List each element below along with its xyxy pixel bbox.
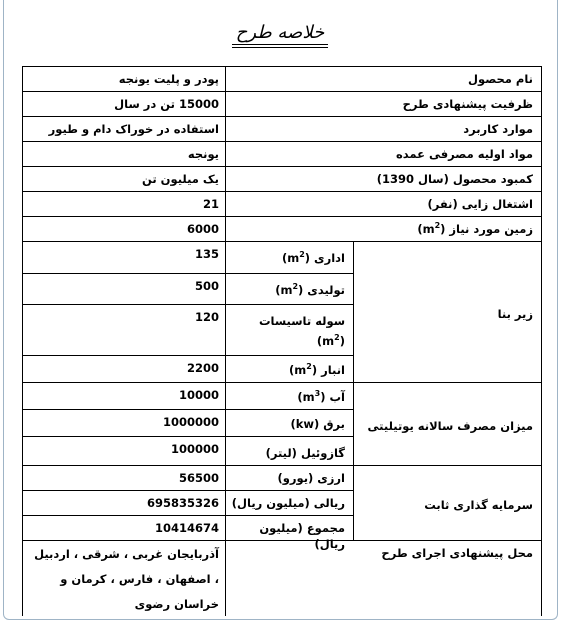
investment-label-rial: ریالی (میلیون ریال) xyxy=(225,490,354,516)
group-label-investment: سرمایه گذاری ثابت xyxy=(353,465,542,541)
title-underline xyxy=(232,44,328,45)
row-label-employment: اشتغال زایی (نفر) xyxy=(225,191,542,217)
row-value-raw-materials: یونجه xyxy=(22,141,226,167)
row-label-usage: موارد کاربرد xyxy=(225,116,542,142)
group-label-building: زیر بنا xyxy=(353,241,542,383)
row-value-shortage: یک میلیون تن xyxy=(22,166,226,192)
building-value-production: 500 xyxy=(22,273,226,305)
building-value-warehouse: 2200 xyxy=(22,355,226,383)
investment-value-total: 10414674 xyxy=(22,515,226,541)
title-underline xyxy=(232,47,328,48)
investment-label-foreign: ارزی (یورو) xyxy=(225,465,354,491)
building-label-warehouse: انبار $(m^2)$ xyxy=(225,355,354,383)
row-value-employment: 21 xyxy=(22,191,226,217)
row-value-product-name: پودر و پلیت یونجه xyxy=(22,66,226,92)
row-label-product-name: نام محصول xyxy=(225,66,542,92)
building-label-production: تولیدی $(m^2)$ xyxy=(225,273,354,305)
row-value-land: 6000 xyxy=(22,216,226,242)
investment-label-total: مجموع (میلیون ریال) xyxy=(225,515,354,541)
building-value-office: 135 xyxy=(22,241,226,274)
row-value-usage: استفاده در خوراک دام و طیور xyxy=(22,116,226,142)
row-label-shortage: کمبود محصول (سال 1390) xyxy=(225,166,542,192)
row-label-land: زمین مورد نیاز $(m^2)$ xyxy=(225,216,542,242)
group-label-utilities: میزان مصرف سالانه یوتیلیتی xyxy=(353,382,542,466)
utility-value-water: 10000 xyxy=(22,382,226,410)
investment-value-rial: 695835326 xyxy=(22,490,226,516)
utility-label-diesel: گازوئیل (لیتر) xyxy=(225,436,354,466)
utility-label-electricity: برق (kw) xyxy=(225,409,354,437)
row-label-capacity: ظرفیت پیشنهادی طرح xyxy=(225,91,542,117)
row-value-capacity: 15000 تن در سال xyxy=(22,91,226,117)
building-label-utility-hall: سوله تاسیسات $(m^2)$ xyxy=(225,304,354,356)
building-value-utility-hall: 120 xyxy=(22,304,226,356)
investment-value-foreign: 56500 xyxy=(22,465,226,491)
row-label-location: محل پیشنهادی اجرای طرح xyxy=(225,540,542,616)
utility-value-diesel: 100000 xyxy=(22,436,226,466)
row-value-location: آذربایجان غربی ، شرقی ، اردبیل ، اصفهان ، فارس ، کرمان و خراسان رضوی xyxy=(22,540,226,616)
building-label-office: اداری $(m^2)$ xyxy=(225,241,354,274)
utility-value-electricity: 1000000 xyxy=(22,409,226,437)
page-title: خلاصه طرح xyxy=(235,22,325,43)
utility-label-water: آب $(m^3)$ xyxy=(225,382,354,410)
row-label-raw-materials: مواد اولیه مصرفی عمده xyxy=(225,141,542,167)
